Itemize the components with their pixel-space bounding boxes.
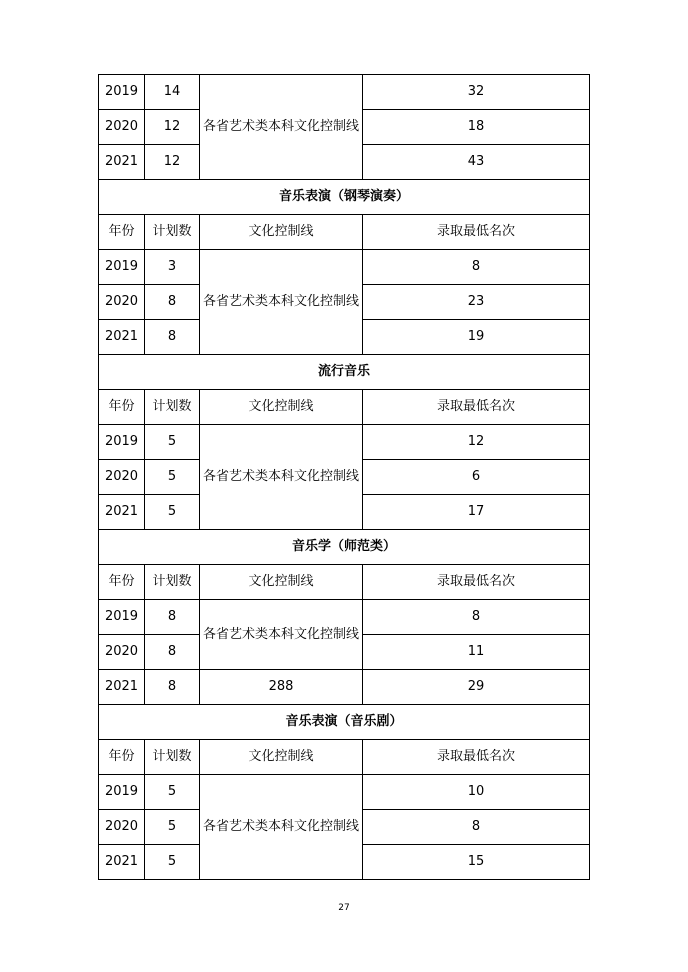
rank-cell: 15 xyxy=(363,845,590,880)
plan-cell: 5 xyxy=(145,460,200,495)
rank-cell: 17 xyxy=(363,495,590,530)
year-cell: 2021 xyxy=(99,495,145,530)
header-plan: 计划数 xyxy=(145,565,200,600)
rank-cell: 8 xyxy=(363,250,590,285)
year-cell: 2019 xyxy=(99,425,145,460)
header-line: 文化控制线 xyxy=(200,740,363,775)
plan-cell: 8 xyxy=(145,670,200,705)
table-row xyxy=(99,600,590,635)
year-cell: 2020 xyxy=(99,285,145,320)
rank-cell: 29 xyxy=(363,670,590,705)
section-title: 音乐表演（音乐剧） xyxy=(99,705,590,740)
header-year: 年份 xyxy=(99,390,145,425)
header-row xyxy=(99,565,590,600)
year-cell: 2020 xyxy=(99,110,145,145)
plan-cell: 12 xyxy=(145,110,200,145)
year-cell: 2019 xyxy=(99,600,145,635)
plan-cell: 5 xyxy=(145,775,200,810)
header-year: 年份 xyxy=(99,740,145,775)
control-line-cell: 288 xyxy=(200,670,363,705)
header-rank: 录取最低名次 xyxy=(363,565,590,600)
rank-cell: 32 xyxy=(363,75,590,110)
header-plan: 计划数 xyxy=(145,215,200,250)
header-row xyxy=(99,740,590,775)
year-cell: 2021 xyxy=(99,845,145,880)
plan-cell: 14 xyxy=(145,75,200,110)
section-title-row xyxy=(99,705,590,740)
page-number: 27 xyxy=(338,903,350,913)
header-rank: 录取最低名次 xyxy=(363,215,590,250)
rank-cell: 11 xyxy=(363,635,590,670)
plan-cell: 12 xyxy=(145,145,200,180)
section-title-row xyxy=(99,530,590,565)
plan-cell: 5 xyxy=(145,810,200,845)
year-cell: 2021 xyxy=(99,145,145,180)
plan-cell: 3 xyxy=(145,250,200,285)
rank-cell: 23 xyxy=(363,285,590,320)
rank-cell: 19 xyxy=(363,320,590,355)
header-year: 年份 xyxy=(99,565,145,600)
year-cell: 2020 xyxy=(99,460,145,495)
year-cell: 2020 xyxy=(99,635,145,670)
control-line-cell: 各省艺术类本科文化控制线 xyxy=(200,600,363,670)
control-line-cell: 各省艺术类本科文化控制线 xyxy=(200,250,363,355)
table-row xyxy=(99,425,590,460)
rank-cell: 12 xyxy=(363,425,590,460)
table-row xyxy=(99,670,590,705)
header-line: 文化控制线 xyxy=(200,215,363,250)
plan-cell: 8 xyxy=(145,285,200,320)
rank-cell: 43 xyxy=(363,145,590,180)
header-line: 文化控制线 xyxy=(200,565,363,600)
rank-cell: 6 xyxy=(363,460,590,495)
plan-cell: 5 xyxy=(145,425,200,460)
rank-cell: 8 xyxy=(363,810,590,845)
year-cell: 2019 xyxy=(99,250,145,285)
control-line-cell: 各省艺术类本科文化控制线 xyxy=(200,425,363,530)
control-line-cell: 各省艺术类本科文化控制线 xyxy=(200,75,363,180)
year-cell: 2021 xyxy=(99,320,145,355)
header-row xyxy=(99,390,590,425)
table-row xyxy=(99,250,590,285)
plan-cell: 5 xyxy=(145,495,200,530)
plan-cell: 8 xyxy=(145,635,200,670)
table-row xyxy=(99,75,590,110)
year-cell: 2019 xyxy=(99,75,145,110)
year-cell: 2021 xyxy=(99,670,145,705)
header-plan: 计划数 xyxy=(145,740,200,775)
header-rank: 录取最低名次 xyxy=(363,390,590,425)
rank-cell: 8 xyxy=(363,600,590,635)
control-line-cell: 各省艺术类本科文化控制线 xyxy=(200,775,363,880)
header-line: 文化控制线 xyxy=(200,390,363,425)
admission-table xyxy=(98,74,590,880)
section-title: 音乐学（师范类） xyxy=(99,530,590,565)
year-cell: 2020 xyxy=(99,810,145,845)
header-rank: 录取最低名次 xyxy=(363,740,590,775)
plan-cell: 8 xyxy=(145,320,200,355)
plan-cell: 5 xyxy=(145,845,200,880)
year-cell: 2019 xyxy=(99,775,145,810)
rank-cell: 18 xyxy=(363,110,590,145)
section-title: 音乐表演（钢琴演奏） xyxy=(99,180,590,215)
rank-cell: 10 xyxy=(363,775,590,810)
section-title-row xyxy=(99,180,590,215)
header-year: 年份 xyxy=(99,215,145,250)
header-plan: 计划数 xyxy=(145,390,200,425)
section-title: 流行音乐 xyxy=(99,355,590,390)
section-title-row xyxy=(99,355,590,390)
table-row xyxy=(99,775,590,810)
header-row xyxy=(99,215,590,250)
plan-cell: 8 xyxy=(145,600,200,635)
